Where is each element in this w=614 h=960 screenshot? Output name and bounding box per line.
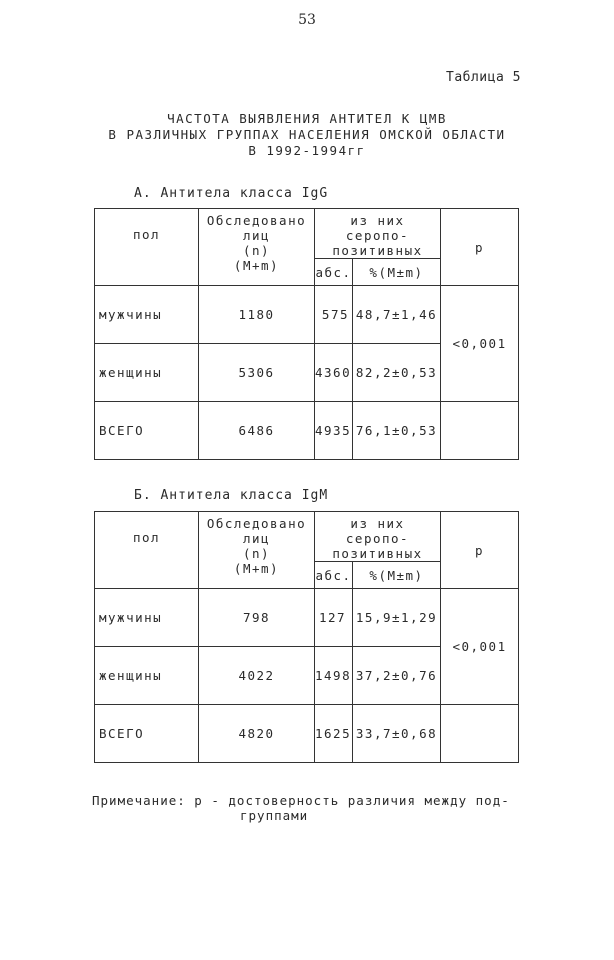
row-n: 5306 <box>199 344 315 402</box>
row-abs: 4935 <box>315 402 353 460</box>
header-examined-line: (n) <box>242 243 271 258</box>
header-seropositive-line: позитивных <box>332 243 423 258</box>
header-seropositive-line: из них серопо- <box>345 213 410 243</box>
header-abs: абс. <box>315 259 353 286</box>
row-pct: 48,7±1,46 <box>353 286 441 344</box>
header-pol: пол <box>95 209 199 286</box>
header-examined-line: лиц <box>242 228 271 243</box>
row-n: 6486 <box>199 402 315 460</box>
row-abs: 127 <box>315 589 353 647</box>
header-examined <box>199 209 315 286</box>
row-group: мужчины <box>95 286 199 344</box>
header-pct: %(M±m) <box>353 259 441 286</box>
section-b-title: Б. Антитела класса IgM <box>134 488 329 503</box>
igm-table <box>94 511 519 763</box>
row-abs: 575 <box>315 286 353 344</box>
row-abs: 1498 <box>315 647 353 705</box>
row-group: женщины <box>95 647 199 705</box>
header-examined-line: лиц <box>242 531 271 546</box>
row-n: 1180 <box>199 286 315 344</box>
header-seropositive-line: позитивных <box>332 546 423 561</box>
header-examined-line: (M+m) <box>233 561 280 576</box>
row-n: 4022 <box>199 647 315 705</box>
igg-table <box>94 208 519 460</box>
page-number: 53 <box>298 12 316 28</box>
row-pct: 33,7±0,68 <box>353 705 441 763</box>
row-abs: 1625 <box>315 705 353 763</box>
footnote-line-1: Примечание: р - достоверность различия между под- <box>92 793 510 808</box>
header-seropositive-line: из них серопо- <box>345 516 410 546</box>
table-title-line-3: В 1992-1994гг <box>248 143 366 158</box>
row-abs: 4360 <box>315 344 353 402</box>
section-a-title: А. Антитела класса IgG <box>134 186 329 201</box>
row-group: ВСЕГО <box>95 402 199 460</box>
header-examined-line: Обследовано <box>206 516 307 531</box>
header-p: p <box>441 512 519 589</box>
row-pct: 15,9±1,29 <box>353 589 441 647</box>
header-pct: %(M±m) <box>353 562 441 589</box>
row-group: женщины <box>95 344 199 402</box>
row-group: мужчины <box>95 589 199 647</box>
table-title-line-2: В РАЗЛИЧНЫХ ГРУППАХ НАСЕЛЕНИЯ ОМСКОЙ ОБЛАСТИ <box>108 127 506 142</box>
header-seropositive <box>315 512 441 562</box>
header-abs: абс. <box>315 562 353 589</box>
header-seropositive <box>315 209 441 259</box>
header-pol: пол <box>95 512 199 589</box>
p-value: <0,001 <box>441 286 519 402</box>
header-examined-line: (M+m) <box>233 258 280 273</box>
row-n: 798 <box>199 589 315 647</box>
footnote-line-2: группами <box>240 808 309 823</box>
table-title-line-1: ЧАСТОТА ВЫЯВЛЕНИЯ АНТИТЕЛ К ЦМВ <box>167 111 447 126</box>
header-examined <box>199 512 315 589</box>
table-label: Таблица 5 <box>446 70 521 85</box>
row-pct: 82,2±0,53 <box>353 344 441 402</box>
row-pct: 76,1±0,53 <box>353 402 441 460</box>
header-p: p <box>441 209 519 286</box>
p-value: <0,001 <box>441 589 519 705</box>
empty-cell <box>441 402 519 460</box>
header-examined-line: (n) <box>242 546 271 561</box>
row-pct: 37,2±0,76 <box>353 647 441 705</box>
header-examined-line: Обследовано <box>206 213 307 228</box>
row-n: 4820 <box>199 705 315 763</box>
row-group: ВСЕГО <box>95 705 199 763</box>
empty-cell <box>441 705 519 763</box>
